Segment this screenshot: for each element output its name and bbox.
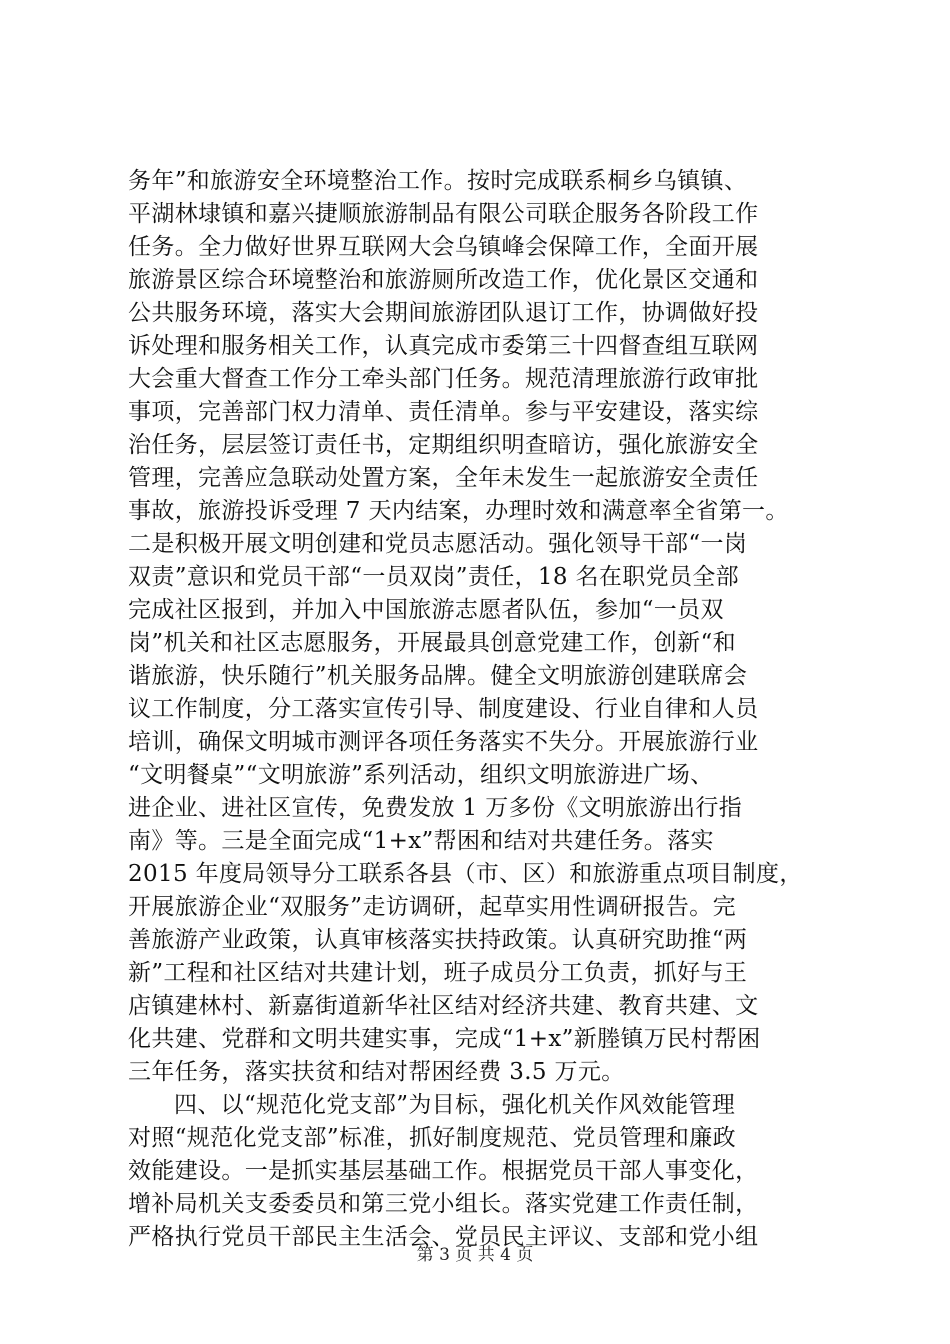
text-line: 严格执行党员干部民主生活会、党员民主评议、支部和党小组 (128, 1224, 759, 1250)
body-text (128, 165, 848, 1254)
section-heading: 四、以“规范化党支部”为目标，强化机关作风效能管理 (174, 1092, 736, 1118)
text-line: 化共建、党群和文明共建实事，完成“1+x”新塍镇万民村帮困 (128, 1026, 761, 1052)
text-line: 治任务，层层签订责任书，定期组织明查暗访，强化旅游安全 (128, 432, 759, 458)
text-line: 对照“规范化党支部”标准，抓好制度规范、党员管理和廉政 (128, 1125, 736, 1151)
text-line: 大会重大督查工作分工牵头部门任务。规范清理旅游行政审批 (128, 366, 759, 392)
text-line: 谐旅游，快乐随行”机关服务品牌。健全文明旅游创建联席会 (128, 663, 748, 689)
text-line: 店镇建林村、新嘉街道新华社区结对经济共建、教育共建、文 (128, 993, 759, 1019)
text-line: 平湖林埭镇和嘉兴捷顺旅游制品有限公司联企服务各阶段工作 (128, 201, 759, 227)
text-line: 培训，确保文明城市测评各项任务落实不失分。开展旅游行业 (128, 729, 759, 755)
text-line: 议工作制度，分工落实宣传引导、制度建设、行业自律和人员 (128, 696, 759, 722)
page-footer (0, 1244, 950, 1266)
text-line: 完成社区报到，并加入中国旅游志愿者队伍，参加“一员双 (128, 597, 724, 623)
text-line: 开展旅游企业“双服务”走访调研，起草实用性调研报告。完 (128, 894, 736, 920)
text-line: 南》等。三是全面完成“1+x”帮困和结对共建任务。落实 (128, 828, 714, 854)
text-line: 任务。全力做好世界互联网大会乌镇峰会保障工作，全面开展 (128, 234, 759, 260)
text-line: 管理，完善应急联动处置方案，全年未发生一起旅游安全责任 (128, 465, 759, 491)
text-line: 务年”和旅游安全环境整治工作。按时完成联系桐乡乌镇镇、 (128, 168, 748, 194)
text-line: 效能建设。一是抓实基层基础工作。根据党员干部人事变化， (128, 1158, 759, 1184)
text-line: 二是积极开展文明创建和党员志愿活动。强化领导干部“一岗 (128, 531, 748, 557)
text-line: 双责”意识和党员干部“一员双岗”责任，18 名在职党员全部 (128, 564, 740, 590)
text-line: 新”工程和社区结对共建计划，班子成员分工负责，抓好与王 (128, 960, 748, 986)
page-number-label: 第 3 页 共 4 页 (416, 1245, 534, 1265)
text-line: 旅游景区综合环境整治和旅游厕所改造工作，优化景区交通和 (128, 267, 759, 293)
text-line: 进企业、进社区宣传，免费发放 1 万多份《文明旅游出行指 (128, 795, 743, 821)
text-line: “文明餐桌”“文明旅游”系列活动，组织文明旅游进广场、 (128, 762, 714, 788)
text-line: 善旅游产业政策，认真审核落实扶持政策。认真研究助推“两 (128, 927, 748, 953)
text-line: 诉处理和服务相关工作，认真完成市委第三十四督查组互联网 (128, 333, 759, 359)
text-line: 事故，旅游投诉受理 7 天内结案，办理时效和满意率全省第一。 (128, 498, 789, 524)
text-line: 2015 年度局领导分工联系各县（市、区）和旅游重点项目制度， (128, 861, 803, 887)
text-line: 三年任务，落实扶贫和结对帮困经费 3.5 万元。 (128, 1059, 625, 1085)
text-line: 事项，完善部门权力清单、责任清单。参与平安建设，落实综 (128, 399, 759, 425)
text-line: 公共服务环境，落实大会期间旅游团队退订工作，协调做好投 (128, 300, 759, 326)
text-line: 岗”机关和社区志愿服务，开展最具创意党建工作，创新“和 (128, 630, 736, 656)
text-line: 增补局机关支委委员和第三党小组长。落实党建工作责任制， (128, 1191, 759, 1217)
